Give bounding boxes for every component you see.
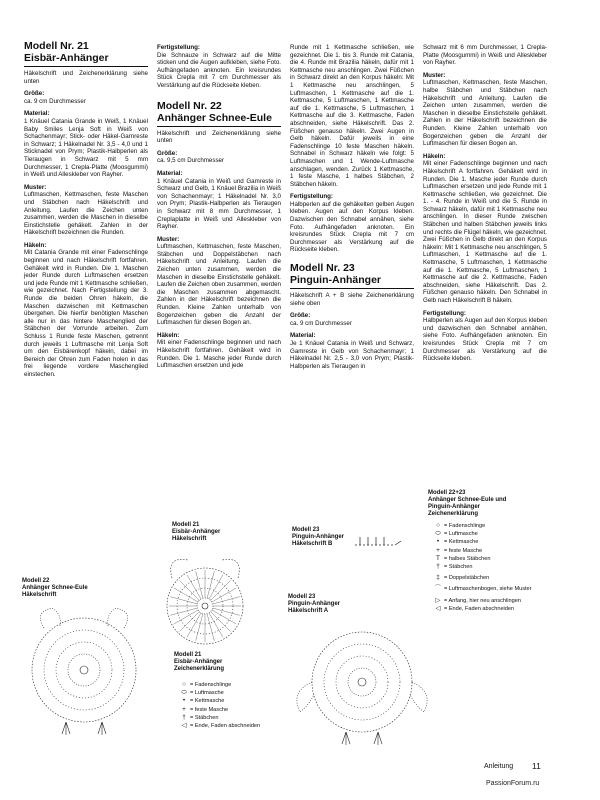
chain-arch-icon: ⌒ <box>434 585 442 593</box>
ring-icon: ○ <box>436 522 440 529</box>
heading: Fertigstellung: <box>157 44 200 51</box>
paragraph: Mit Catania Grande mit einer Fadenschlinge beginnen und nach Häkelschrift fortfahren. Gehäkelt wird in Runden. Die 1. Maschen jeder Runde durch Luftmaschen ersetzen und jede Runde mit 1 Kettmasche schließen, wie gezeichnet. Nach Fertigstellung der 3. Runde die beiden Ohren häkeln, die Maschen dazwischen mit Kettmaschen übergehen. Die hierfür benötigten Maschen alle nur in das hintere Maschenglied der Stäbchen der Vorrunde arbeiten. Zum Schluss 1 Runde feste Maschen, getrennt durch jeweils 1 Luftmasche mit Lenja Soft um den Eisbärenkopf häkeln, dabei im Bereich der Ohren zum Faden holen in das frei liegende vordere Maschenglied einstechen. <box>24 249 148 378</box>
heading: Muster: <box>24 183 47 191</box>
paragraph: Mit einer Fadenschlinge beginnen und nach Häkelschrift A fortfahren. Gehäkelt wird in Runden. Die 1. Masche jeder Runde durch Luftmaschen ersetzen und jede Runde mit 1 Kettmasche schließen, wie gezeichnet. Die 1. - 4. Runde in Weiß und die 5. Runde in Schwarz häkeln, dafür mit 1 Kettmasche neu anschlingen. In dieser Runde zwischen Stäbchen und halben Stäbchen jeweils links und rechts die Flügel häkeln, wie gezeichnet. Zwei Füßchen in Gelb direkt an den Korpus häkeln: Mit 1 Kettmasche neu anschlingen, 5 Luftmaschen, 1 Kettmasche auf die 1. Kettmasche, 5 Luftmaschen, 1 Kettmasche auf die 1. Kettmasche, 5 Luftmaschen, 1 Kettmasche auf die 2. Kettmasche, Faden abschneiden, siehe Häkelschrift. Das 2. Füßchen genauso häkeln. Den Schnabel in Gelb nach Häkelschrift B häkeln. <box>423 160 547 304</box>
heading: Häkeln: <box>423 152 446 160</box>
paragraph: 1 Knäuel Catania in Weiß und Gamreste in Schwarz und Gelb, 1 Knäuel Brazilia in Weiß von Schachenmayr; 1 Häkelnadel Nr. 3,0 von Prym; Plastik-Halbperlen als Tieraugen in Schwarz mit 8 mm Durchmesser, 1 Creplaplatte in Weiß und Alleskleber von Rayher. <box>157 177 281 231</box>
legend-m2223: ○ = Fadenschlinge ⬭ = Luftmasche • = Kettmasche + = feste Masche T = halbes Stäbchen † = Stäbchen ‡ = Doppelstäbchen ⌒ = Luftmaschenbogen, siehe Muster ▷ = Anfang, hier neu anschlingen ◁ = Ende, Faden abschneiden <box>432 522 532 613</box>
stitch-ray <box>196 571 203 598</box>
column-1 <box>24 40 148 384</box>
heading: Muster: <box>157 235 180 243</box>
paragraph: Luftmaschen, Kettmaschen, feste Maschen, halbe Stäbchen und Stäbchen nach Häkelschrift und Anleitung. Laufen die Zeichen unten zusammen, werden die Maschen in dieselbe Einstichstelle gehäkelt. Zahlen in der Häkelschrift bezeichnen die Runden. Kleine Zahlen unterhalb von Bogenzeichen geben die Anzahl der Luftmaschen für diesen Bogen an. <box>423 79 547 148</box>
diagram-m23b-beak <box>350 527 410 555</box>
subtitle: Häkelschrift und Zeichenerklärung siehe unten <box>24 70 148 85</box>
heading: Fertigstellung: <box>290 193 333 201</box>
stitch-ray <box>187 575 201 599</box>
heading: Größe: <box>24 90 45 98</box>
ring-icon: ○ <box>182 681 186 688</box>
stitch-ray <box>170 597 197 604</box>
stitch-ray <box>180 612 200 632</box>
model-21-title: Modell Nr. 21 Eisbär-Anhänger <box>24 40 148 67</box>
column-2 <box>157 44 281 375</box>
stitch-ray <box>209 575 223 599</box>
stitch-ray <box>170 608 197 615</box>
watermark: PassionForum.ru <box>486 780 540 787</box>
paragraph: Halbperlen auf die gehäkelten gelben Augen kleben. Augen auf den Korpus kleben. Dazwischen den Schnabel annähen, siehe Foto. Aufhängefaden anknoten. Ein kreisrundes Stück Crepla mit 7 cm Durchmesser als Verstärkung auf die Rückseite kleben. <box>290 200 414 254</box>
end-icon: ◁ <box>435 604 441 612</box>
heading: Material: <box>290 332 316 340</box>
heading: Material: <box>157 169 183 177</box>
paragraph: ca. 9,5 cm Durchmesser <box>157 157 225 165</box>
heading: Material: <box>24 110 50 118</box>
chain-icon: ⬭ <box>435 530 441 538</box>
treble-icon: ‡ <box>436 574 440 582</box>
single-crochet-icon: + <box>436 546 440 554</box>
heading: Fertigstellung: <box>423 309 466 317</box>
heading: Muster: <box>423 71 446 79</box>
paragraph: Halbperlen als Augen auf den Korpus kleben und dazwischen den Schnabel annähen, siehe Foto. Aufhängefaden anknoten. Ein kreisrundes Stück Crepla mit 7 cm Durchmesser als Verstärkung auf die Rückseite kleben. <box>423 317 547 363</box>
heading: Größe: <box>290 312 311 320</box>
subtitle: Häkelschrift A + B siehe Zeichenerklärung siehe oben <box>290 292 414 307</box>
double-crochet-icon: † <box>436 563 440 571</box>
footer-label: Anleitung <box>484 763 514 770</box>
paragraph: ca. 9 cm Durchmesser <box>290 319 352 327</box>
legend-title-m2223: Modell 22+23 Anhänger Schnee-Eule und Pinguin-Anhänger Zeichenerklärung <box>428 490 507 517</box>
paragraph: Schwarz mit 6 mm Durchmesser, 1 Crepla-Platte (Moosgummi) in Weiß und Alleskleber von Rayher. <box>423 44 547 67</box>
heading: Häkeln: <box>157 331 180 339</box>
column-3 <box>290 44 414 375</box>
diagram-m22-owl <box>14 600 154 750</box>
diagram-m21-bear <box>150 548 260 648</box>
model-23-title: Modell Nr. 23 Pinguin-Anhänger <box>290 262 414 289</box>
stitch-ray <box>213 597 240 604</box>
start-icon: ▷ <box>435 596 441 604</box>
paragraph: 1 Knäuel Catania Grande in Weiß, 1 Knäuel Baby Smiles Lenja Soft in Weiß von Schachenmayr; Stick- oder Häkel-Garnreste in Schwarz; 1 Häkelnadel Nr. 3,5 - 4,0 und 1 Sticknadel von Prym; Plastik-Halbperlen als Tieraugen in Schwarz mit 5 mm Durchmesser, 1 Crepla-Platte (Moosgummi) in Weiß und Alleskleber von Rayher. <box>24 117 148 179</box>
paragraph: Die Schnauze in Schwarz auf die Mitte sticken und die Augen aufkleben, siehe Foto. Aufhängefaden anknoten. Ein kreisrundes Stück Crepla mit 7 cm Durchmesser als Verstärkung auf die Rückseite kleben. <box>157 51 281 89</box>
legend-m21: ○ = Fadenschlinge ⬭ = Luftmasche • = Kettmasche + = feste Masche † = Stäbchen ◁ = Ende, Faden abschneiden <box>178 681 260 730</box>
model-22-title: Modell Nr. 22 Anhänger Schnee-Eule <box>157 100 281 127</box>
paragraph: Runde mit 1 Kettmasche schließen, wie gezeichnet. Die 1. bis 3. Runde mit Catania, die 4. Runde mit Brazilia häkeln, dafür mit 1 Kettmasche neu anschlingen. Zwei Füßchen in Schwarz direkt an den Korpus häkeln: Mit 1 Kettmasche neu anschlingen, 5 Luftmaschen, 1 Kettmasche auf die 1. Kettmasche, 5 Luftmaschen, 1 Kettmasche auf die 1. Kettmasche, 5 Luftmaschen, 1 Kettmasche auf die 3. Kettmasche, Faden abschneiden, siehe Häkelschrift. Das 2. Füßchen genauso häkeln. Zwei Augen in Gelb häkeln. Dafür jeweils in eine Fadenschlinge 10 feste Maschen häkeln. Schnabel in Schwarz häkeln wie folgt: 5 Luftmaschen und 1 Wende-Luftmasche anschlagen, wenden. Zurück 1 Kettmasche, 1 feste Masche, 1 halbes Stäbchen, 2 Stäbchen häkeln. <box>290 44 414 188</box>
stitch-ray <box>196 614 203 641</box>
half-double-icon: T <box>436 554 440 562</box>
double-crochet-icon: † <box>182 713 186 721</box>
paragraph: ca. 9 cm Durchmesser <box>24 97 86 105</box>
slip-stitch-icon: • <box>436 538 440 546</box>
stitch-ray <box>207 571 214 598</box>
chain-icon: ⬭ <box>181 689 187 697</box>
diagram-label-m23a: Modell 23 Pinguin-Anhänger Häkelschrift A <box>288 594 340 614</box>
stitch-ray <box>212 588 236 602</box>
column-4 <box>423 44 547 368</box>
paragraph: Luftmaschen, Kettmaschen, feste Maschen, Stäbchen und Doppelstäbchen nach Häkelschrift und Anleitung. Laufen die Zeichen unten zusammen, werden die Maschen in dieselbe Einstichstelle gehäkelt. Laufen die Zeichen oben zusammen, werden die Maschen zusammen abgemascht. Zahlen in der Häkelschrift bezeichnen die Runden. Kleine Zahlen unterhalb von Bogenzeichen geben die Anzahl der Luftmaschen für diesen Bogen an. <box>157 243 281 327</box>
paragraph: Luftmaschen, Kettmaschen, feste Maschen und Stäbchen nach Häkelschrift und Anleitung. Laufen die Zeichen unten zusammen, werden die Maschen in dieselbe Einstichstelle gehäkelt. Zahlen in der Häkelschrift bezeichnen die Runden. <box>24 191 148 237</box>
diagram-label-m23b: Modell 23 Pinguin-Anhänger Häkelschrift B <box>292 527 344 547</box>
stitch-ray <box>187 613 201 637</box>
single-crochet-icon: + <box>182 705 186 713</box>
heading: Größe: <box>157 149 178 157</box>
diagram-label-m21: Modell 21 Eisbär-Anhänger Häkelschrift <box>172 522 221 542</box>
legend-title-m21: Modell 21 Eisbär-Anhänger Zeichenerklärung <box>174 652 225 672</box>
paragraph: Mit einer Fadenschlinge beginnen und nach Häkelschrift fortfahren. Gehäkelt wird in Runden. Die 1. Masche jeder Runde durch Luftmaschen ersetzen und jede <box>157 339 281 370</box>
diagram-m23a-penguin <box>290 612 430 762</box>
page-number: 11 <box>532 761 541 771</box>
paragraph: Je 1 Knäuel Catania in Weiß und Schwarz, Gamreste in Gelb von Schachenmayr; 1 Häkelnadel Nr. 2,5 - 3,0 von Prym; Plastik-Halbperlen als Tieraugen in <box>290 340 414 370</box>
stitch-ray <box>213 608 240 615</box>
stitch-ray <box>207 614 214 641</box>
stitch-ray <box>209 613 223 637</box>
heading: Häkeln: <box>24 241 47 249</box>
subtitle: Häkelschrift und Zeichenerklärung siehe unten <box>157 129 281 145</box>
slip-stitch-icon: • <box>182 697 186 705</box>
diagram-label-m22: Modell 22 Anhänger Schnee-Eule Häkelschrift <box>22 578 88 598</box>
end-icon: ◁ <box>181 722 187 730</box>
